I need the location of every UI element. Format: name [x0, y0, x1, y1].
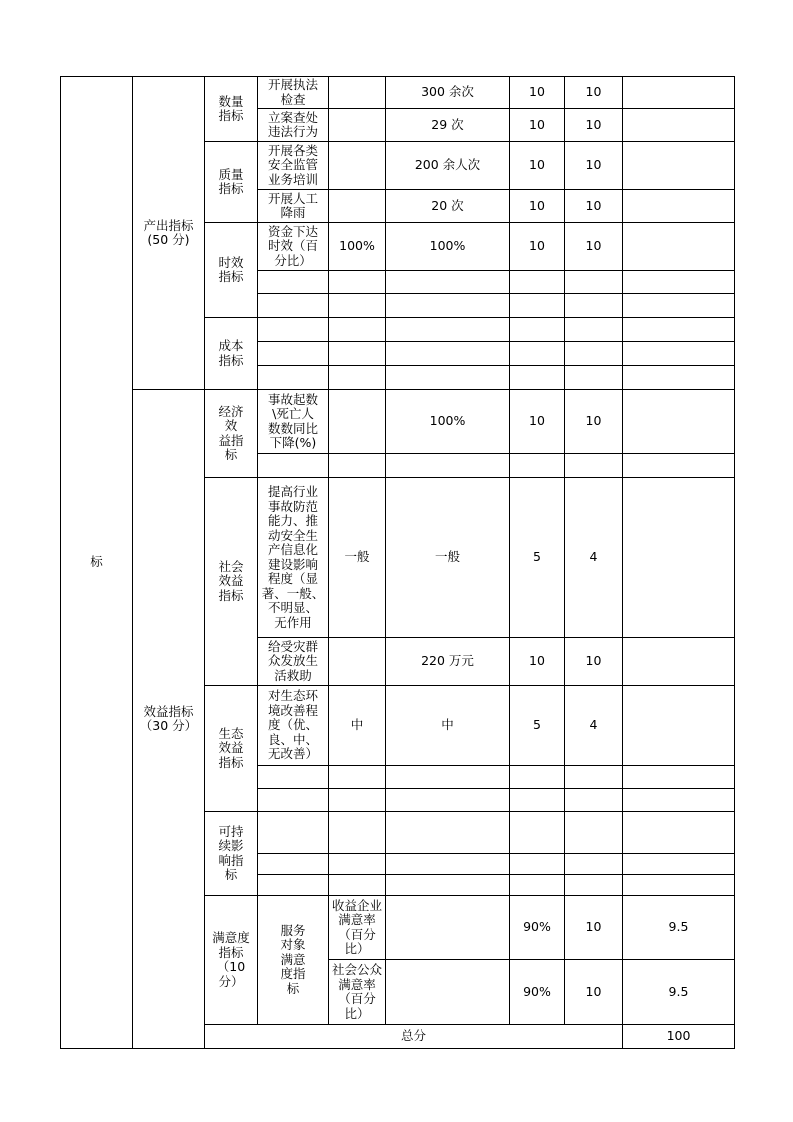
weight-value: 10 [565, 896, 623, 960]
remark-cell [623, 478, 735, 638]
actual-value: 一般 [386, 478, 510, 638]
target-value [329, 77, 386, 109]
indicator-name: 立案查处 违法行为 [258, 109, 329, 142]
actual-value: 100% [386, 390, 510, 454]
sub-indicator: 时效 指标 [205, 223, 258, 318]
table-row [61, 77, 735, 109]
weight-value: 10 [510, 142, 565, 190]
sub-indicator: 社会 效益 指标 [205, 478, 258, 686]
score-value: 10 [565, 77, 623, 109]
score-value: 4 [565, 478, 623, 638]
total-weight: 100 [623, 1025, 735, 1049]
satisfaction-indicator-label: 满意度 指标 （10 分） [205, 896, 258, 1025]
first-level-indicator: 标 [61, 77, 133, 1049]
target-value [329, 190, 386, 223]
target-value [329, 638, 386, 686]
weight-value: 5 [510, 478, 565, 638]
score-value: 4 [565, 686, 623, 766]
score-value: 9.5 [623, 896, 735, 960]
weight-value: 10 [510, 77, 565, 109]
actual-value: 20 次 [386, 190, 510, 223]
weight-value: 10 [510, 190, 565, 223]
remark-cell [623, 142, 735, 190]
actual-value: 中 [386, 686, 510, 766]
weight-value: 10 [510, 390, 565, 454]
actual-value: 29 次 [386, 109, 510, 142]
actual-value: 200 余人次 [386, 142, 510, 190]
indicator-name: 事故起数 \死亡人 数数同比 下降(%) [258, 390, 329, 454]
weight-value: 5 [510, 686, 565, 766]
actual-value: 90% [510, 896, 565, 960]
sub-indicator: 成本 指标 [205, 318, 258, 390]
remark-cell [623, 638, 735, 686]
weight-value: 10 [565, 960, 623, 1025]
remark-cell [623, 686, 735, 766]
table-row [61, 390, 735, 454]
remark-cell [623, 77, 735, 109]
score-value: 10 [565, 142, 623, 190]
remark-cell [623, 190, 735, 223]
sub-indicator: 经济 效 益指 标 [205, 390, 258, 478]
actual-value: 90% [510, 960, 565, 1025]
score-value: 10 [565, 638, 623, 686]
indicator-name: 开展人工 降雨 [258, 190, 329, 223]
indicator-name: 开展各类 安全监管 业务培训 [258, 142, 329, 190]
sub-indicator: 数量 指标 [205, 77, 258, 142]
target-value [386, 896, 510, 960]
indicator-name: 提高行业 事故防范 能力、推 动安全生 产信息化 建设影响 程度（显 著、一般、 不明显、 无作用 [258, 478, 329, 638]
sub-indicator: 质量 指标 [205, 142, 258, 223]
weight-value: 10 [510, 638, 565, 686]
remark-cell [623, 109, 735, 142]
indicator-name: 资金下达 时效（百 分比） [258, 223, 329, 271]
indicator-name: 开展执法 检查 [258, 77, 329, 109]
output-indicator-label: 产出指标 (50 分) [133, 77, 205, 390]
actual-value: 300 余次 [386, 77, 510, 109]
target-value [386, 960, 510, 1025]
indicator-name: 社会公众 满意率 （百分 比） [329, 960, 386, 1025]
target-value: 100% [329, 223, 386, 271]
indicator-name: 收益企业 满意率 （百分 比） [329, 896, 386, 960]
sub-indicator: 服务 对象 满意 度指 标 [258, 896, 329, 1025]
weight-value: 10 [510, 109, 565, 142]
target-value: 一般 [329, 478, 386, 638]
target-value [329, 142, 386, 190]
score-value: 10 [565, 223, 623, 271]
weight-value: 10 [510, 223, 565, 271]
remark-cell [623, 390, 735, 454]
actual-value: 220 万元 [386, 638, 510, 686]
target-value: 中 [329, 686, 386, 766]
score-value: 10 [565, 109, 623, 142]
remark-cell [623, 223, 735, 271]
performance-table [60, 76, 735, 1049]
target-value [329, 109, 386, 142]
total-label: 总分 [205, 1025, 623, 1049]
score-value: 10 [565, 390, 623, 454]
sub-indicator: 生态 效益 指标 [205, 686, 258, 812]
score-value: 10 [565, 190, 623, 223]
indicator-name: 给受灾群 众发放生 活救助 [258, 638, 329, 686]
indicator-name: 对生态环 境改善程 度（优、 良、中、 无改善） [258, 686, 329, 766]
sub-indicator: 可持 续影 响指 标 [205, 812, 258, 896]
actual-value: 100% [386, 223, 510, 271]
score-value: 9.5 [623, 960, 735, 1025]
target-value [329, 390, 386, 454]
effect-indicator-label: 效益指标 （30 分） [133, 390, 205, 1049]
